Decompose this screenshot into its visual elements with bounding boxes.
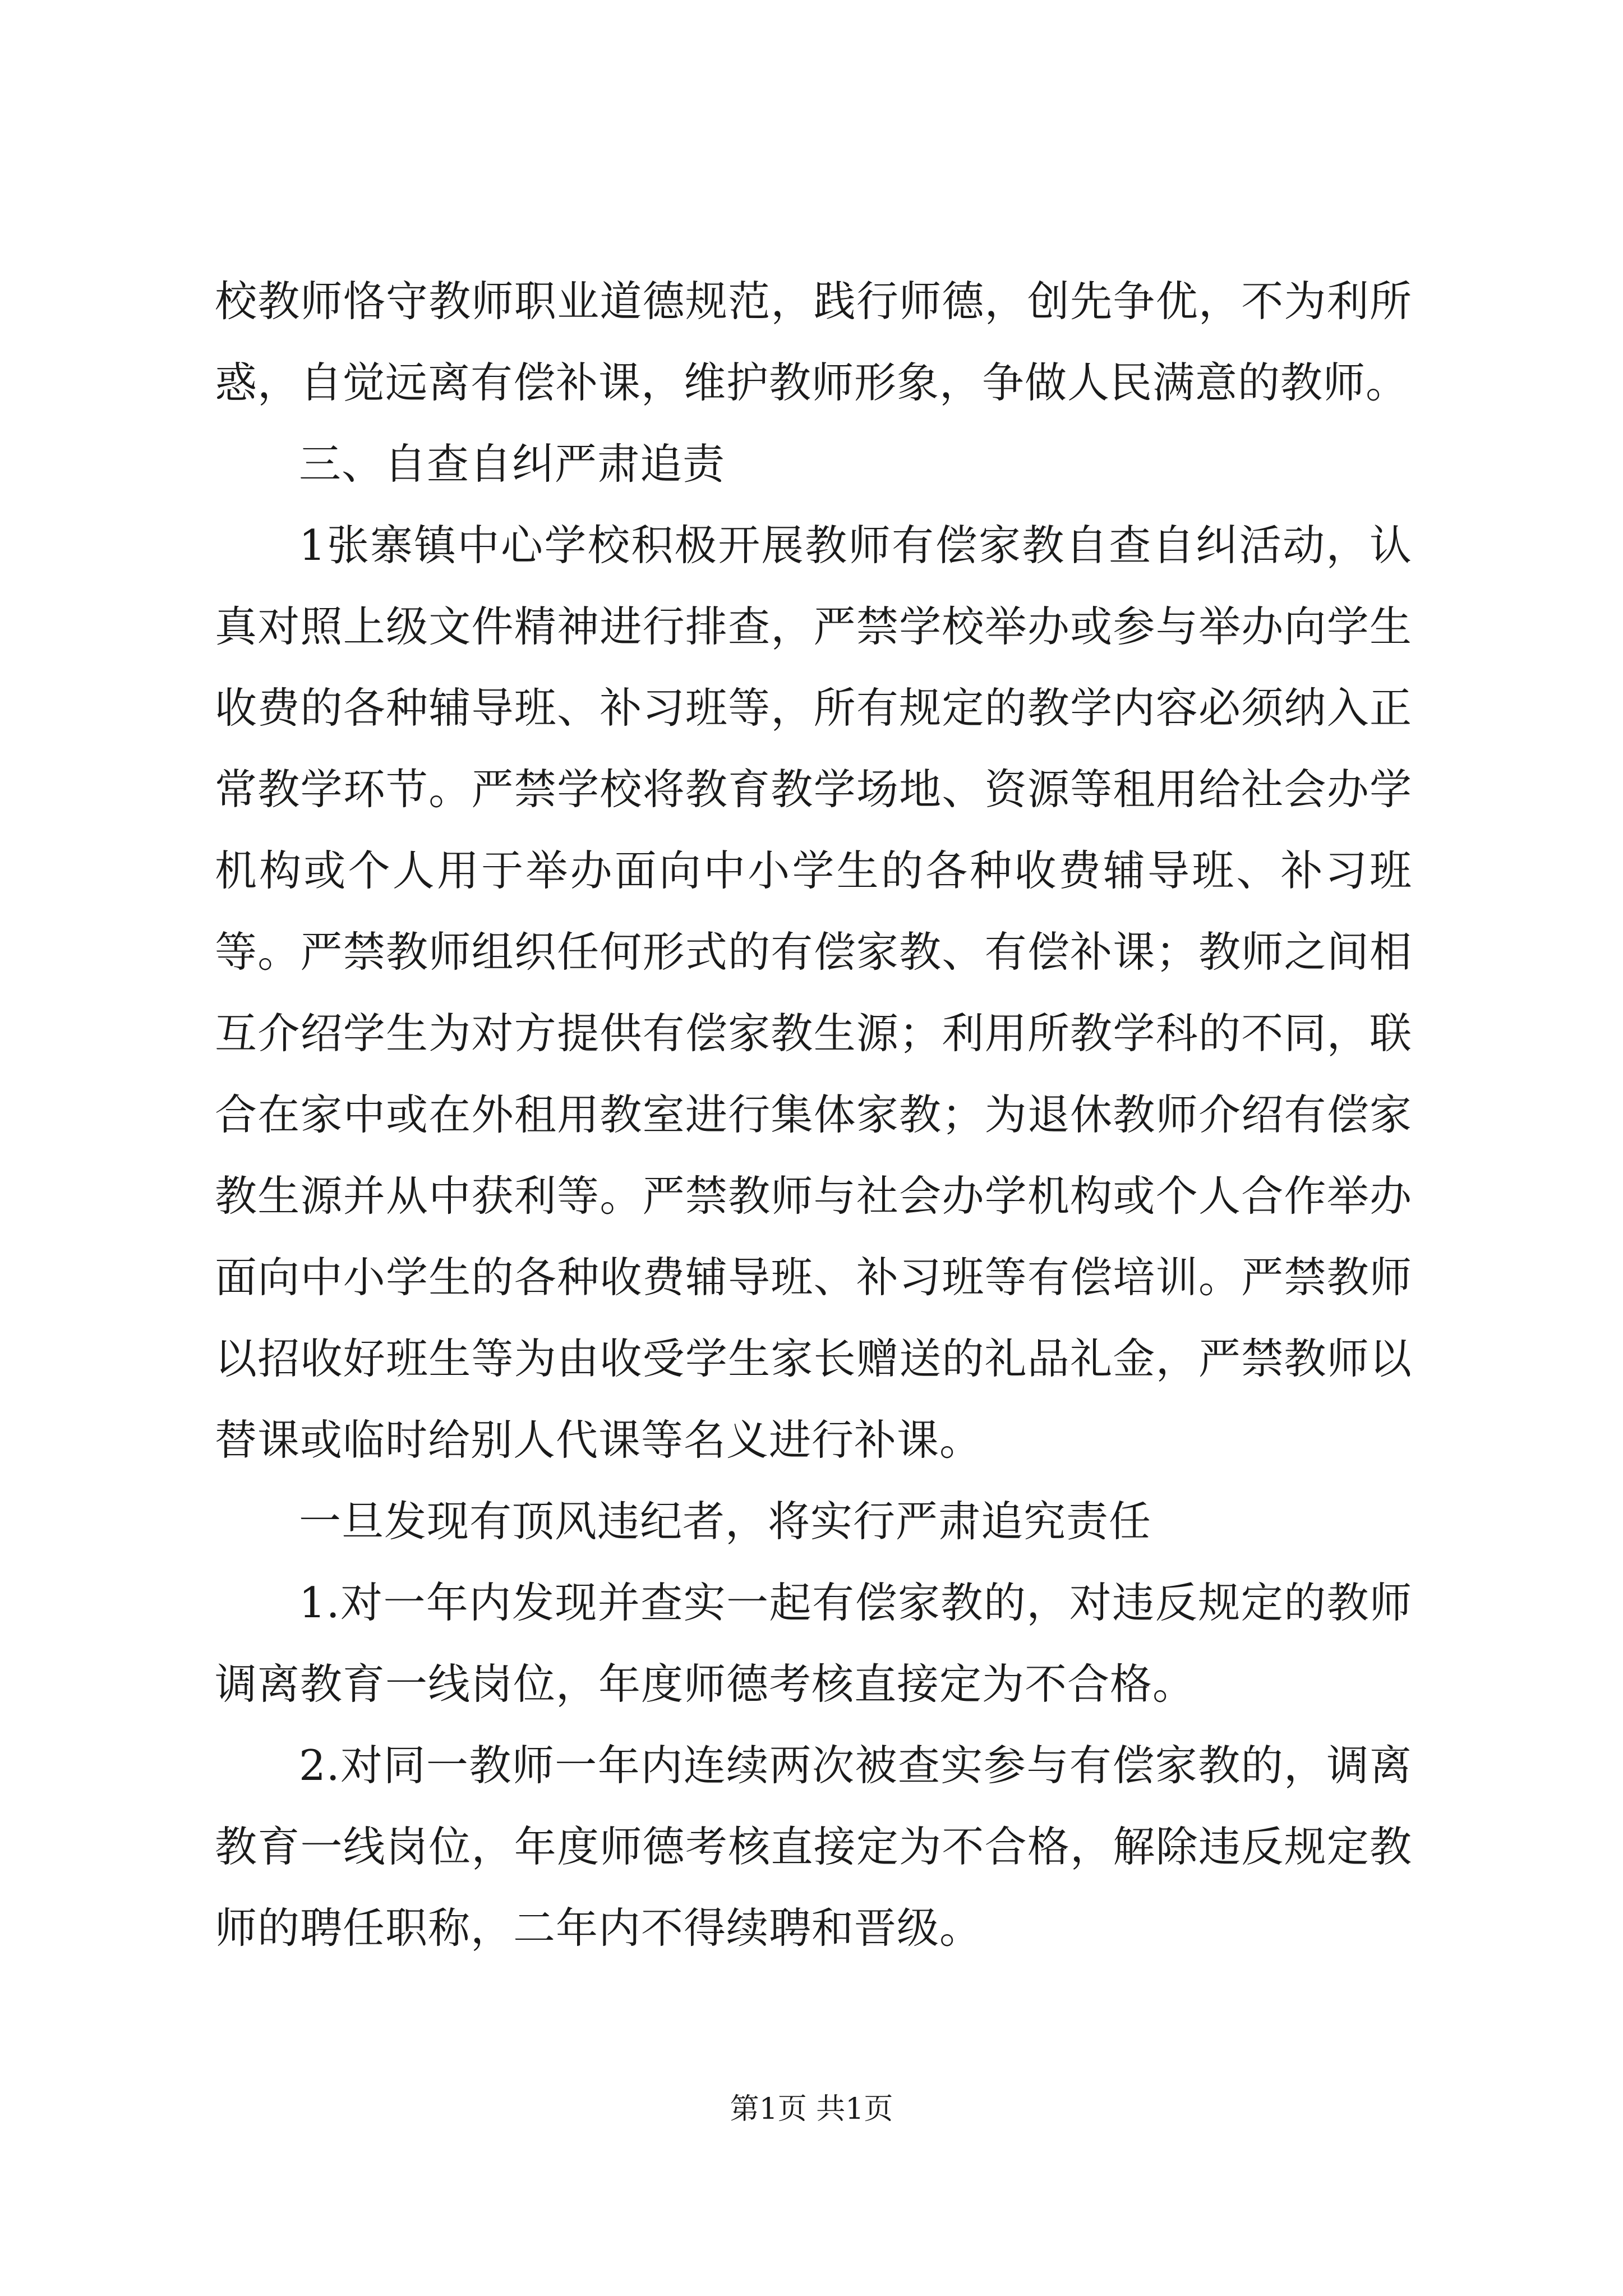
paragraph-self-inspection: 1张寨镇中心学校积极开展教师有偿家教自查自纠活动，认真对照上级文件精神进行排查，严禁学校举办或参与举办向学生收费的各种辅导班、补习班等，所有规定的教学内容必须纳入正常教学环节。严禁学校将教育教学场地、资源等租用给社会办学机构或个人用于举办面向中小学生的各种收费辅导班、补习班等。严禁教师组织任何形式的有偿家教、有偿补课；教师之间相互介绍学生为对方提供有偿家教生源；利用所教学科的不同，联合在家中或在外租用教室进行集体家教；为退休教师介绍有偿家教生源并从中获利等。严禁教师与社会办学机构或个人合作举办面向中小学生的各种收费辅导班、补习班等有偿培训。严禁教师以招收好班生等为由收受学生家长赠送的礼品礼金，严禁教师以替课或临时给别人代课等名义进行补课。	[215, 521, 1412, 1465]
page-footer: 第1页 共1页	[730, 2092, 893, 2126]
list-item-rule-2: 2.对同一教师一年内连续两次被查实参与有偿家教的，调离教育一线岗位，年度师德考核直接定为不合格，解除违反规定教师的聘任职称，二年内不得续聘和晋级。	[215, 1741, 1412, 1953]
list-item-rule-1: 1.对一年内发现并查实一起有偿家教的，对违反规定的教师调离教育一线岗位，年度师德考核直接定为不合格。	[215, 1578, 1412, 1709]
paragraph-continuation: 校教师恪守教师职业道德规范，践行师德，创先争优，不为利所惑，自觉远离有偿补课，维护教师形象，争做人民满意的教师。	[215, 277, 1412, 407]
document-body	[215, 261, 1412, 1969]
section-heading: 三、自查自纠严肃追责	[299, 439, 726, 489]
paragraph-accountability: 一旦发现有顶风违纪者，将实行严肃追究责任	[299, 1497, 1152, 1546]
